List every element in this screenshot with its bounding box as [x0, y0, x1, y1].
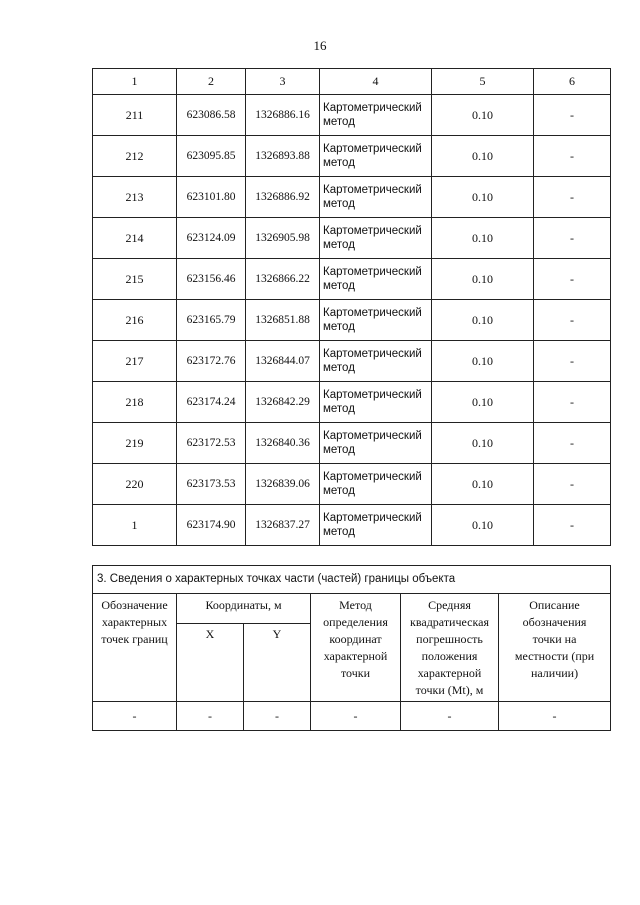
y-coordinate-cell: 1326886.92: [246, 177, 320, 218]
header-line: положения: [421, 649, 478, 663]
header-line: характерной: [323, 649, 388, 663]
empty-cell: -: [499, 702, 611, 731]
accuracy-cell: 0.10: [432, 218, 534, 259]
point-number-cell: 212: [93, 136, 177, 177]
y-coordinate-cell: 1326842.29: [246, 382, 320, 423]
accuracy-cell: 0.10: [432, 259, 534, 300]
method-line: Картометрический: [323, 143, 422, 155]
table-row: [93, 259, 611, 300]
description-cell: -: [534, 177, 611, 218]
empty-cell: -: [177, 702, 244, 731]
method-line: метод: [323, 362, 355, 374]
header-line: наличии): [530, 666, 579, 680]
point-number-cell: 220: [93, 464, 177, 505]
header-line: характерных: [101, 615, 168, 629]
y-coordinate-cell: 1326851.88: [246, 300, 320, 341]
header-line: Средняя: [428, 598, 471, 612]
table-row: [93, 300, 611, 341]
boundary-parts-table: [92, 565, 611, 731]
header-line: определения: [323, 615, 388, 629]
description-header: [499, 594, 611, 702]
method-line: Картометрический: [323, 225, 422, 237]
table-row: [93, 423, 611, 464]
header-line: точек границ: [101, 632, 168, 646]
page-number: 16: [313, 38, 327, 53]
method-line: Картометрический: [323, 184, 422, 196]
method-line: метод: [323, 526, 355, 538]
accuracy-cell: 0.10: [432, 300, 534, 341]
header-line: погрешность: [416, 632, 483, 646]
point-designation-header: [93, 594, 177, 702]
header-line: точки: [340, 666, 371, 680]
method-line: метод: [323, 116, 355, 128]
point-number-cell: 218: [93, 382, 177, 423]
method-cell: [320, 341, 432, 382]
header-line: координат: [329, 632, 382, 646]
column-header: 4: [320, 69, 432, 95]
header-line: Обозначение: [101, 598, 168, 612]
x-coordinate-cell: 623124.09: [177, 218, 246, 259]
header-line: Описание: [529, 598, 580, 612]
y-coordinate-cell: 1326839.06: [246, 464, 320, 505]
description-cell: -: [534, 382, 611, 423]
method-line: Картометрический: [323, 389, 422, 401]
method-line: Картометрический: [323, 471, 422, 483]
x-coordinate-cell: 623095.85: [177, 136, 246, 177]
table-header-row: [93, 69, 611, 95]
point-number-cell: 211: [93, 95, 177, 136]
y-coordinate-cell: 1326905.98: [246, 218, 320, 259]
accuracy-cell: 0.10: [432, 464, 534, 505]
table-row: [93, 218, 611, 259]
table-row: [93, 505, 611, 546]
method-line: Картометрический: [323, 307, 422, 319]
point-number-cell: 213: [93, 177, 177, 218]
header-line: характерной: [417, 666, 482, 680]
description-cell: -: [534, 423, 611, 464]
method-line: метод: [323, 403, 355, 415]
x-coordinate-cell: 623086.58: [177, 95, 246, 136]
header-line: точки (Mt), м: [415, 683, 484, 697]
header-line: обозначения: [522, 615, 587, 629]
point-number-cell: 215: [93, 259, 177, 300]
description-cell: -: [534, 464, 611, 505]
method-header: [311, 594, 401, 702]
description-cell: -: [534, 300, 611, 341]
method-cell: [320, 177, 432, 218]
empty-cell: -: [93, 702, 177, 731]
point-number-cell: 216: [93, 300, 177, 341]
method-cell: [320, 423, 432, 464]
x-coordinate-cell: 623172.53: [177, 423, 246, 464]
x-coordinate-cell: 623174.24: [177, 382, 246, 423]
column-header: 5: [432, 69, 534, 95]
empty-cell: -: [401, 702, 499, 731]
x-coordinate-cell: 623172.76: [177, 341, 246, 382]
accuracy-cell: 0.10: [432, 423, 534, 464]
y-coordinate-cell: 1326866.22: [246, 259, 320, 300]
method-cell: [320, 95, 432, 136]
method-cell: [320, 300, 432, 341]
method-line: Картометрический: [323, 430, 422, 442]
x-coordinate-cell: 623156.46: [177, 259, 246, 300]
y-coordinate-cell: 1326844.07: [246, 341, 320, 382]
description-cell: -: [534, 259, 611, 300]
method-line: метод: [323, 321, 355, 333]
method-line: Картометрический: [323, 512, 422, 524]
method-cell: [320, 218, 432, 259]
accuracy-header: [401, 594, 499, 702]
description-cell: -: [534, 95, 611, 136]
y-coordinate-cell: 1326893.88: [246, 136, 320, 177]
point-number-cell: 217: [93, 341, 177, 382]
header-line: квадратическая: [410, 615, 489, 629]
description-cell: -: [534, 505, 611, 546]
x-coordinate-cell: 623165.79: [177, 300, 246, 341]
header-line: точки на: [532, 632, 577, 646]
coordinates-header: Координаты, м: [177, 594, 311, 624]
point-number-cell: 219: [93, 423, 177, 464]
method-cell: [320, 136, 432, 177]
description-cell: -: [534, 218, 611, 259]
accuracy-cell: 0.10: [432, 341, 534, 382]
method-line: метод: [323, 198, 355, 210]
method-line: метод: [323, 239, 355, 251]
accuracy-cell: 0.10: [432, 382, 534, 423]
y-coordinate-cell: 1326840.36: [246, 423, 320, 464]
header-line: Метод: [339, 598, 372, 612]
table-row: [93, 95, 611, 136]
table-row: [93, 177, 611, 218]
accuracy-cell: 0.10: [432, 95, 534, 136]
accuracy-cell: 0.10: [432, 505, 534, 546]
point-number-cell: 1: [93, 505, 177, 546]
y-coordinate-cell: 1326837.27: [246, 505, 320, 546]
method-line: метод: [323, 485, 355, 497]
description-cell: -: [534, 136, 611, 177]
header-line: местности (при: [514, 649, 595, 663]
x-coordinate-cell: 623173.53: [177, 464, 246, 505]
column-header: 1: [93, 69, 177, 95]
y-coordinate-cell: 1326886.16: [246, 95, 320, 136]
accuracy-cell: 0.10: [432, 136, 534, 177]
method-line: метод: [323, 157, 355, 169]
empty-cell: -: [244, 702, 311, 731]
x-header: X: [177, 624, 244, 702]
method-cell: [320, 464, 432, 505]
x-coordinate-cell: 623174.90: [177, 505, 246, 546]
method-line: метод: [323, 444, 355, 456]
description-cell: -: [534, 341, 611, 382]
table-row: [93, 464, 611, 505]
method-line: Картометрический: [323, 348, 422, 360]
table-row: [93, 382, 611, 423]
x-coordinate-cell: 623101.80: [177, 177, 246, 218]
table-row: [93, 341, 611, 382]
empty-cell: -: [311, 702, 401, 731]
table-row: [93, 136, 611, 177]
table-row: [93, 702, 611, 731]
column-header: 6: [534, 69, 611, 95]
method-line: Картометрический: [323, 102, 422, 114]
point-number-cell: 214: [93, 218, 177, 259]
section-title: 3. Сведения о характерных точках части (частей) границы объекта: [93, 566, 611, 594]
method-cell: [320, 382, 432, 423]
method-cell: [320, 505, 432, 546]
method-line: Картометрический: [323, 266, 422, 278]
method-line: метод: [323, 280, 355, 292]
column-header: 2: [177, 69, 246, 95]
coordinates-table: [92, 68, 611, 546]
method-cell: [320, 259, 432, 300]
accuracy-cell: 0.10: [432, 177, 534, 218]
column-header: 3: [246, 69, 320, 95]
y-header: Y: [244, 624, 311, 702]
